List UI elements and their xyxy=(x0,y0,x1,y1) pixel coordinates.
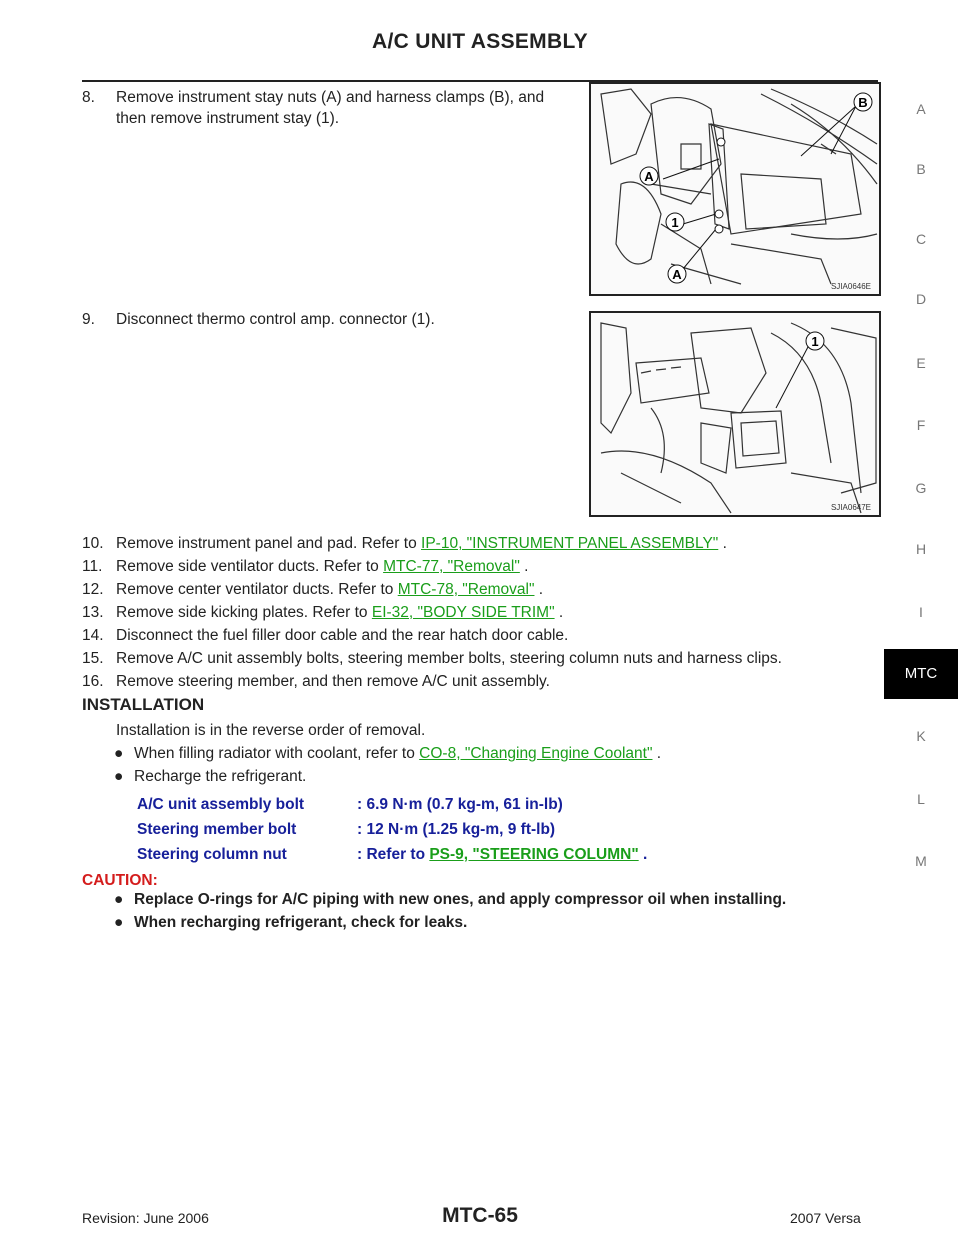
link-ps-9[interactable]: PS-9, "STEERING COLUMN" xyxy=(429,846,639,863)
spec-row xyxy=(137,796,563,814)
step-9 xyxy=(82,309,562,330)
step-number: 9. xyxy=(82,311,95,328)
callout-1: 1 xyxy=(671,215,679,230)
step-number: 13. xyxy=(82,604,104,621)
step-number: 12. xyxy=(82,581,104,598)
spec-value: : 6.9 N·m (0.7 kg-m, 61 in-lb) xyxy=(357,796,563,813)
step-number: 11. xyxy=(82,558,103,575)
step-text-after: . xyxy=(718,535,727,552)
installation-heading: INSTALLATION xyxy=(82,695,205,714)
step-12 xyxy=(82,579,543,600)
tab-c[interactable]: C xyxy=(915,231,927,247)
step-14 xyxy=(82,625,568,646)
tab-h[interactable]: H xyxy=(915,541,927,557)
bullet-icon: ● xyxy=(114,891,124,908)
step-number: 15. xyxy=(82,650,104,667)
tab-i[interactable]: I xyxy=(919,604,923,620)
caution-text: Replace O-rings for A/C piping with new ones, and apply compressor oil when installing. xyxy=(134,891,787,908)
figure-code: SJIA0646E xyxy=(830,282,871,291)
bullet-icon: ● xyxy=(114,745,124,762)
footer-model: 2007 Versa xyxy=(790,1210,861,1226)
callout-a: A xyxy=(644,169,654,184)
step-text-after: . xyxy=(534,581,544,598)
figure-instrument-stay xyxy=(589,82,881,296)
spec-value: : 12 N·m (1.25 kg-m, 9 ft-lb) xyxy=(357,821,556,838)
link-mtc-78[interactable]: MTC-78, "Removal" xyxy=(397,581,535,598)
step-number: 8. xyxy=(82,89,95,106)
step-11 xyxy=(82,556,528,577)
step-16 xyxy=(82,671,550,692)
spec-label: Steering member bolt xyxy=(137,821,297,838)
bullet-icon: ● xyxy=(114,914,124,931)
step-text: Remove side kicking plates. Refer to xyxy=(116,604,372,621)
callout-b: B xyxy=(858,95,868,110)
installation-bullet xyxy=(114,766,306,787)
tab-g[interactable]: G xyxy=(915,480,927,496)
spec-row xyxy=(137,846,647,864)
step-text-after: . xyxy=(554,604,564,621)
step-text: Remove center ventilator ducts. Refer to xyxy=(116,581,398,598)
link-co-8[interactable]: CO-8, "Changing Engine Coolant" xyxy=(419,745,653,762)
step-text: Remove A/C unit assembly bolts, steering member bolts, steering column nuts and harness clips. xyxy=(116,650,782,667)
spec-value: : Refer to xyxy=(357,846,430,863)
callout-a-lower: A xyxy=(672,267,682,282)
step-10 xyxy=(82,533,727,554)
step-text: Disconnect the fuel filler door cable and the rear hatch door cable. xyxy=(116,627,569,644)
tab-a[interactable]: A xyxy=(916,101,926,117)
step-text-cont: then remove instrument stay (1). xyxy=(116,110,340,127)
tab-k[interactable]: K xyxy=(916,728,926,744)
installation-intro: Installation is in the reverse order of removal. xyxy=(116,722,426,739)
caution-heading: CAUTION: xyxy=(82,872,158,889)
tab-b[interactable]: B xyxy=(916,161,926,177)
caution-item xyxy=(114,891,786,909)
tab-e[interactable]: E xyxy=(916,355,926,371)
step-number: 10. xyxy=(82,535,104,552)
page-number: MTC-65 xyxy=(442,1204,518,1227)
tab-f[interactable]: F xyxy=(916,417,926,433)
spec-value-after: . xyxy=(638,846,648,863)
figure-illustration xyxy=(591,313,879,515)
step-text: Remove instrument stay nuts (A) and harness clamps (B), and xyxy=(116,89,545,106)
caution-text: When recharging refrigerant, check for leaks. xyxy=(134,914,468,931)
tab-m[interactable]: M xyxy=(915,853,927,869)
page-title: A/C UNIT ASSEMBLY xyxy=(372,30,588,53)
step-text: Remove steering member, and then remove A/C unit assembly. xyxy=(116,673,550,690)
step-number: 14. xyxy=(82,627,104,644)
step-text: Remove instrument panel and pad. Refer to xyxy=(116,535,422,552)
step-15 xyxy=(82,648,782,669)
bullet-text: When filling radiator with coolant, refer to xyxy=(134,745,420,762)
bullet-text-after: . xyxy=(652,745,662,762)
step-number: 16. xyxy=(82,673,104,690)
figure-thermo-connector xyxy=(589,311,881,517)
footer-revision: Revision: June 2006 xyxy=(82,1210,209,1226)
figure-code: SJIA0647E xyxy=(830,503,871,512)
step-text-after: . xyxy=(519,558,529,575)
link-ei-32[interactable]: EI-32, "BODY SIDE TRIM" xyxy=(371,604,555,621)
bullet-text: Recharge the refrigerant. xyxy=(134,768,307,785)
step-8 xyxy=(82,87,582,129)
link-ip-10[interactable]: IP-10, "INSTRUMENT PANEL ASSEMBLY" xyxy=(421,535,719,552)
step-13 xyxy=(82,602,563,623)
callout-1: 1 xyxy=(811,334,819,349)
spec-row xyxy=(137,821,555,839)
bullet-icon: ● xyxy=(114,768,124,785)
link-mtc-77[interactable]: MTC-77, "Removal" xyxy=(383,558,520,575)
step-text: Disconnect thermo control amp. connector (1). xyxy=(116,311,435,328)
tab-d[interactable]: D xyxy=(915,291,927,307)
tab-l[interactable]: L xyxy=(917,791,925,807)
caution-item xyxy=(114,914,467,932)
step-text: Remove side ventilator ducts. Refer to xyxy=(116,558,384,575)
spec-label: Steering column nut xyxy=(137,846,287,863)
spec-label: A/C unit assembly bolt xyxy=(137,796,305,813)
installation-bullet xyxy=(114,743,661,764)
figure-illustration xyxy=(591,84,879,294)
tab-mtc[interactable]: MTC xyxy=(884,649,958,699)
